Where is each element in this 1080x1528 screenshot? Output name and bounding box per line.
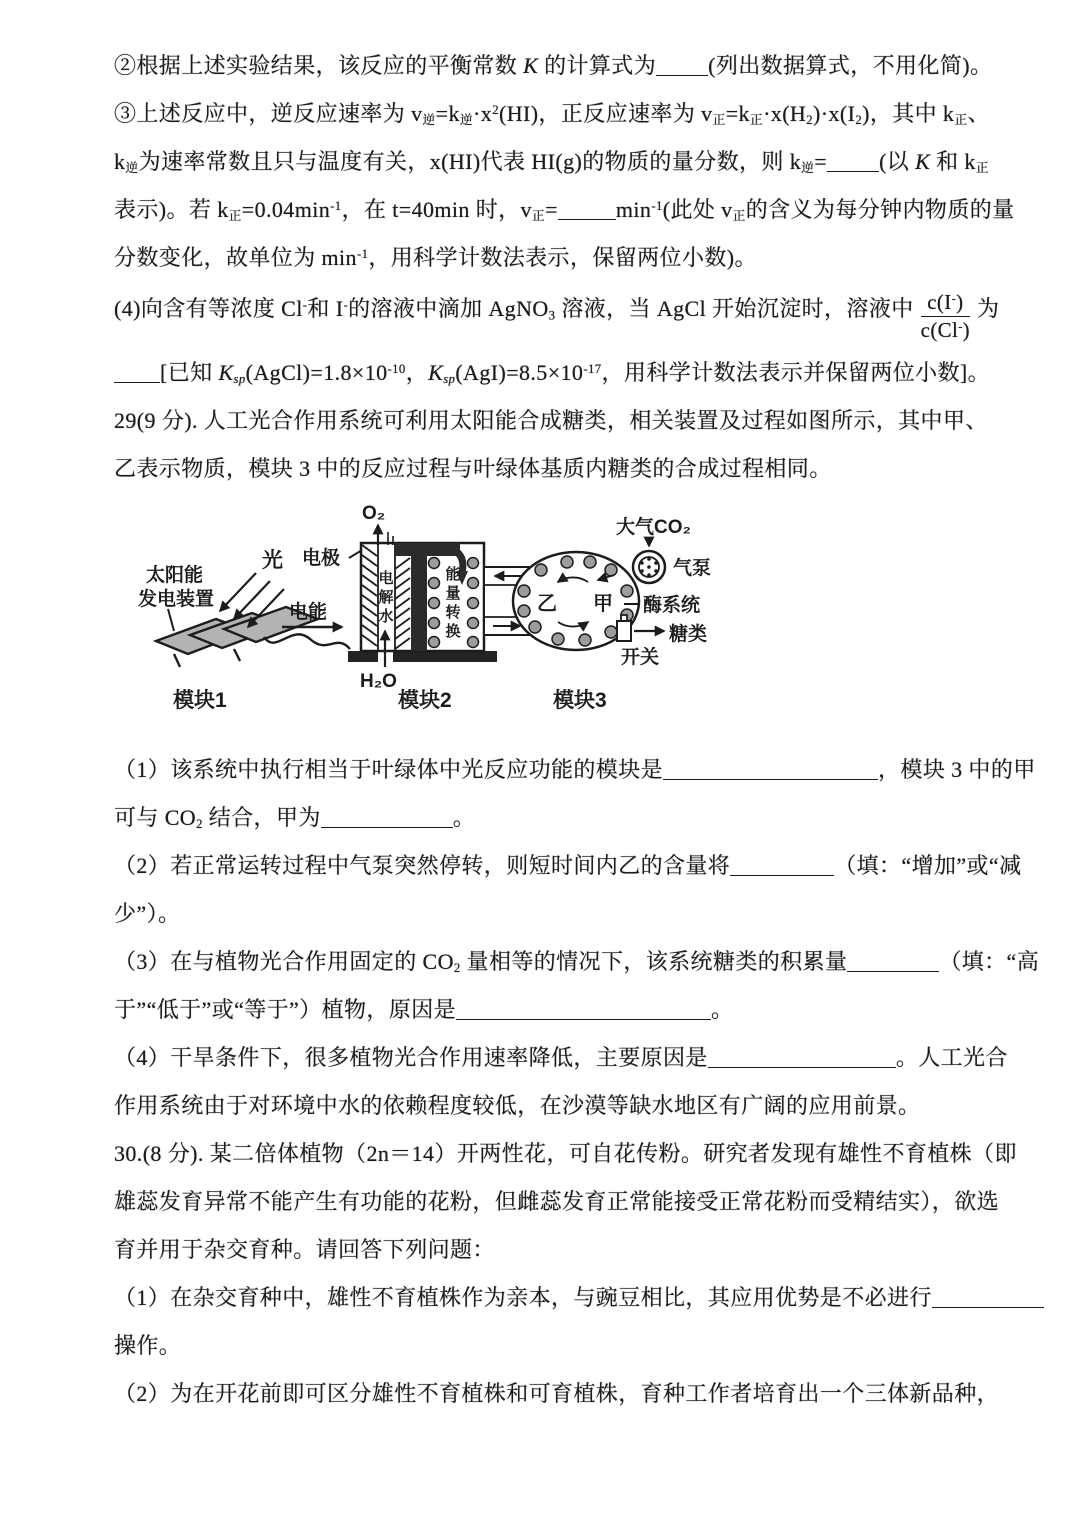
svg-text:量: 量 [445, 585, 461, 603]
electrode-label: 电极 [302, 548, 341, 570]
text-line-q30-intro-b: 雄蕊发育异常不能产生有功能的花粉，但雌蕊发育正常能接受正常花粉而受精结实），欲选 [114, 1189, 1000, 1215]
svg-text:换: 换 [445, 623, 461, 641]
enzyme-reactor [513, 515, 711, 712]
electrolysis-cell [302, 503, 497, 712]
text-line-q29-1a: （1）该系统中执行相当于叶绿体中光反应功能的模块是 ，模块 3 中的甲 [114, 757, 1036, 783]
substance-yi-label: 乙 [537, 593, 557, 616]
switch-label: 开关 [621, 647, 660, 669]
question-text-bottom [114, 754, 1040, 1410]
text-line-q28-3c: 表示)。若 $k_正=0.04\min^{-1}$，在 t=40min 时，$v_正= \min^{-1}$(此处 $v_正$的含义为每分钟内物质的量 [114, 197, 1015, 224]
question-text-top [114, 50, 1015, 485]
light-label: 光 [262, 549, 283, 573]
module2-label: 模块2 [398, 689, 452, 713]
svg-text:解: 解 [378, 589, 394, 607]
text-line-q30-intro-c: 育并用于杂交育种。请回答下列问题： [114, 1237, 495, 1263]
air-pump-icon [633, 551, 665, 583]
text-line-q28-3b: $k_逆$为速率常数且只与温度有关，x(HI)代表 HI(g)的物质的量分数，则 $k_逆=$ (以 K 和 $k_正$ [114, 149, 989, 176]
text-line-q29-intro-a: 29(9 分). 人工光合作用系统可利用太阳能合成糖类，相关装置及过程如图所示，其中甲、 [114, 408, 988, 434]
wire [264, 635, 350, 650]
text-line-q29-2a: （2）若正常运转过程中气泵突然停转，则短时间内乙的含量将 （填：“增加”或“减 [114, 853, 1022, 879]
solar-generator [138, 548, 350, 712]
sugars-label: 糖类 [669, 624, 708, 646]
tee-divider-cap [394, 543, 460, 556]
diagram-svg [116, 501, 816, 716]
h2o-label: H₂O [360, 671, 397, 693]
text-line-q29-3a: （3）在与植物光合作用固定的 $CO_2$ 量相等的情况下，该系统糖类的积累量 （填：“高 [114, 949, 1040, 976]
atmospheric-co2-label: 大气CO₂ [616, 517, 691, 539]
text-line-q29-2b: 少”）。 [114, 901, 181, 927]
text-line-q29-3b: 于”“低于”或“等于”）植物，原因是 。 [114, 997, 734, 1023]
text-line-q30-1a: （1）在杂交育种中，雄性不育植株作为亲本，与豌豆相比，其应用优势是不必进行 [114, 1282, 980, 1314]
text-line-q29-4b: 作用系统由于对环境中水的依赖程度较低，在沙漠等缺水地区有广阔的应用前景。 [114, 1093, 921, 1119]
text-line-q30-1b: 操作。 [114, 1333, 182, 1359]
text-line-q29-intro-b: 乙表示物质，模块 3 中的反应过程与叶绿体基质内糖类的合成过程相同。 [114, 456, 832, 482]
svg-text:水: 水 [378, 608, 394, 626]
text-line-q28-4b: [已知 $K_{sp}(AgCl)=1.8\times 10^{-10}$，$K_{sp}(AgI)=8.5\times 10^{-17}$，用科学计数法表示并保留两位小数]。 [114, 357, 980, 389]
electrolysis-water-label [378, 569, 393, 625]
module1-label: 模块1 [173, 689, 227, 713]
text-line-q28-2: ②根据上述实验结果，该反应的平衡常数 K 的计算式为 (列出数据算式，不用化简)。 [114, 53, 993, 78]
text-line-q30-2: （2）为在开花前即可区分雄性不育植株和可育植株，育种工作者培育出一个三体新品种， [114, 1381, 1000, 1407]
enzyme-system-label: 酶系统 [643, 595, 701, 617]
svg-text:能: 能 [445, 566, 461, 584]
text-line-q30-intro-a: 30.(8 分). 某二倍体植物（2n＝14）开两性花，可自花传粉。研究者发现有雄性不育植株（即 [114, 1141, 1017, 1167]
svg-text:转: 转 [445, 604, 461, 622]
module3-label: 模块3 [553, 689, 607, 713]
tee-divider-stem [411, 556, 427, 651]
text-line-q28-3d: 分数变化，故单位为 $\min^{-1}$，用科学计数法表示，保留两位小数)。 [114, 245, 757, 270]
o2-label: O₂ [362, 503, 386, 525]
text-line-q29-4a: （4）干旱条件下，很多植物光合作用速率降低，主要原因是 。人工光合 [114, 1045, 1008, 1071]
text-line-q28-4a: (4)向含有等浓度 Cl-和 I-的溶液中滴加 AgNO$_3$ 溶液，当 AgCl 开始沉淀时，溶液中 $\frac{c(I^-)}{c(Cl^-)}$ 为 [114, 290, 1000, 343]
solar-label-line1: 太阳能 [146, 565, 204, 587]
text-line-q28-3a: ③上述反应中，逆反应速率为 $v_逆=k_逆\cdot x^2(HI)$，正反应速率为 $v_正=k_正\cdot x(H_2)\cdot x(I_2)$，其中 $k_正$、 [114, 101, 990, 128]
electric-energy-label: 电能 [289, 602, 328, 624]
solar-label-line2: 发电装置 [138, 589, 215, 611]
text-line-q29-1b: 可与 $CO_2$ 结合，甲为 。 [114, 805, 476, 832]
svg-text:电: 电 [378, 570, 394, 588]
photosynthesis-apparatus-diagram [116, 501, 980, 716]
air-pump-label: 气泵 [673, 558, 712, 580]
substance-jia-label: 甲 [593, 593, 613, 616]
